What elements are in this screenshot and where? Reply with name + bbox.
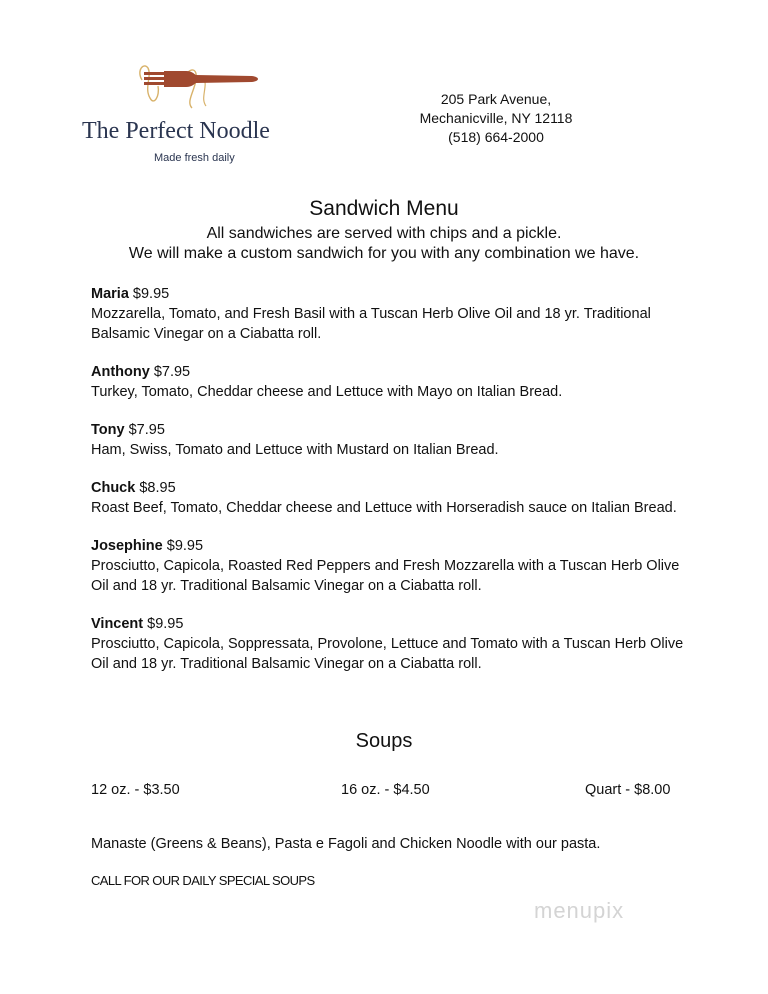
restaurant-logo	[82, 58, 322, 168]
sandwich-item	[91, 536, 691, 596]
menu-title: Sandwich Menu	[309, 197, 459, 220]
sandwich-name: Maria	[91, 286, 129, 302]
soups-title: Soups	[355, 730, 413, 752]
sandwich-item	[91, 284, 691, 344]
sandwich-price: $9.95	[132, 286, 170, 302]
sandwich-description: Prosciutto, Capicola, Soppressata, Provolone, Lettuce and Tomato with a Tuscan Herb Olive Oil and 18 yr. Traditional Balsamic Vinegar on a Ciabatta roll.	[91, 636, 684, 672]
sandwich-price: $7.95	[128, 422, 165, 438]
sandwich-price: $7.95	[153, 364, 191, 380]
sandwich-price: $9.95	[166, 538, 204, 554]
sandwich-description: Turkey, Tomato, Cheddar cheese and Lettuce with Mayo on Italian Bread.	[91, 384, 563, 400]
sandwich-description: Roast Beef, Tomato, Cheddar cheese and Lettuce with Horseradish sauce on Italian Bread.	[91, 500, 677, 516]
intro-line: We will make a custom sandwich for you with any combination we have.	[128, 245, 640, 262]
soup-price-16oz: 16 oz. - $4.50	[341, 782, 430, 798]
sandwich-item	[91, 362, 691, 402]
sandwich-item	[91, 614, 691, 674]
sandwich-name: Tony	[91, 422, 125, 438]
sandwich-item	[91, 478, 691, 518]
intro-line: All sandwiches are served with chips and a pickle.	[206, 225, 562, 242]
menu-intro	[0, 224, 768, 264]
sandwich-name: Josephine	[91, 538, 163, 554]
sandwich-description: Mozzarella, Tomato, and Fresh Basil with a Tuscan Herb Olive Oil and 18 yr. Traditional Balsamic Vinegar on a Ciabatta roll.	[91, 306, 651, 342]
soup-price-quart: Quart - $8.00	[585, 782, 671, 798]
restaurant-tagline: Made fresh daily	[154, 152, 235, 164]
soup-price-12oz: 12 oz. - $3.50	[91, 782, 180, 798]
sandwich-name: Anthony	[91, 364, 150, 380]
address-street: 205 Park Avenue,	[440, 91, 552, 107]
sandwich-list	[91, 284, 691, 692]
restaurant-name: The Perfect Noodle	[82, 118, 270, 144]
sandwich-item	[91, 420, 691, 460]
daily-special-note: CALL FOR OUR DAILY SPECIAL SOUPS	[91, 873, 315, 888]
sandwich-price: $9.95	[147, 616, 184, 632]
sandwich-name: Chuck	[91, 480, 136, 496]
menupix-watermark: menupix	[534, 898, 625, 923]
soups-description: Manaste (Greens & Beans), Pasta e Fagoli and Chicken Noodle with our pasta.	[91, 836, 601, 852]
contact-block	[396, 90, 596, 147]
sandwich-name: Vincent	[91, 616, 144, 632]
sandwich-price: $8.95	[139, 480, 176, 496]
fork-noodle-icon	[134, 58, 264, 113]
sandwich-description: Ham, Swiss, Tomato and Lettuce with Mustard on Italian Bread.	[91, 442, 499, 458]
address-city: Mechanicville, NY 12118	[419, 110, 573, 126]
phone-number: (518) 664-2000	[448, 129, 544, 145]
sandwich-description: Prosciutto, Capicola, Roasted Red Peppers and Fresh Mozzarella with a Tuscan Herb Olive Oil and 18 yr. Traditional Balsamic Vinegar on a Ciabatta roll.	[91, 558, 680, 594]
